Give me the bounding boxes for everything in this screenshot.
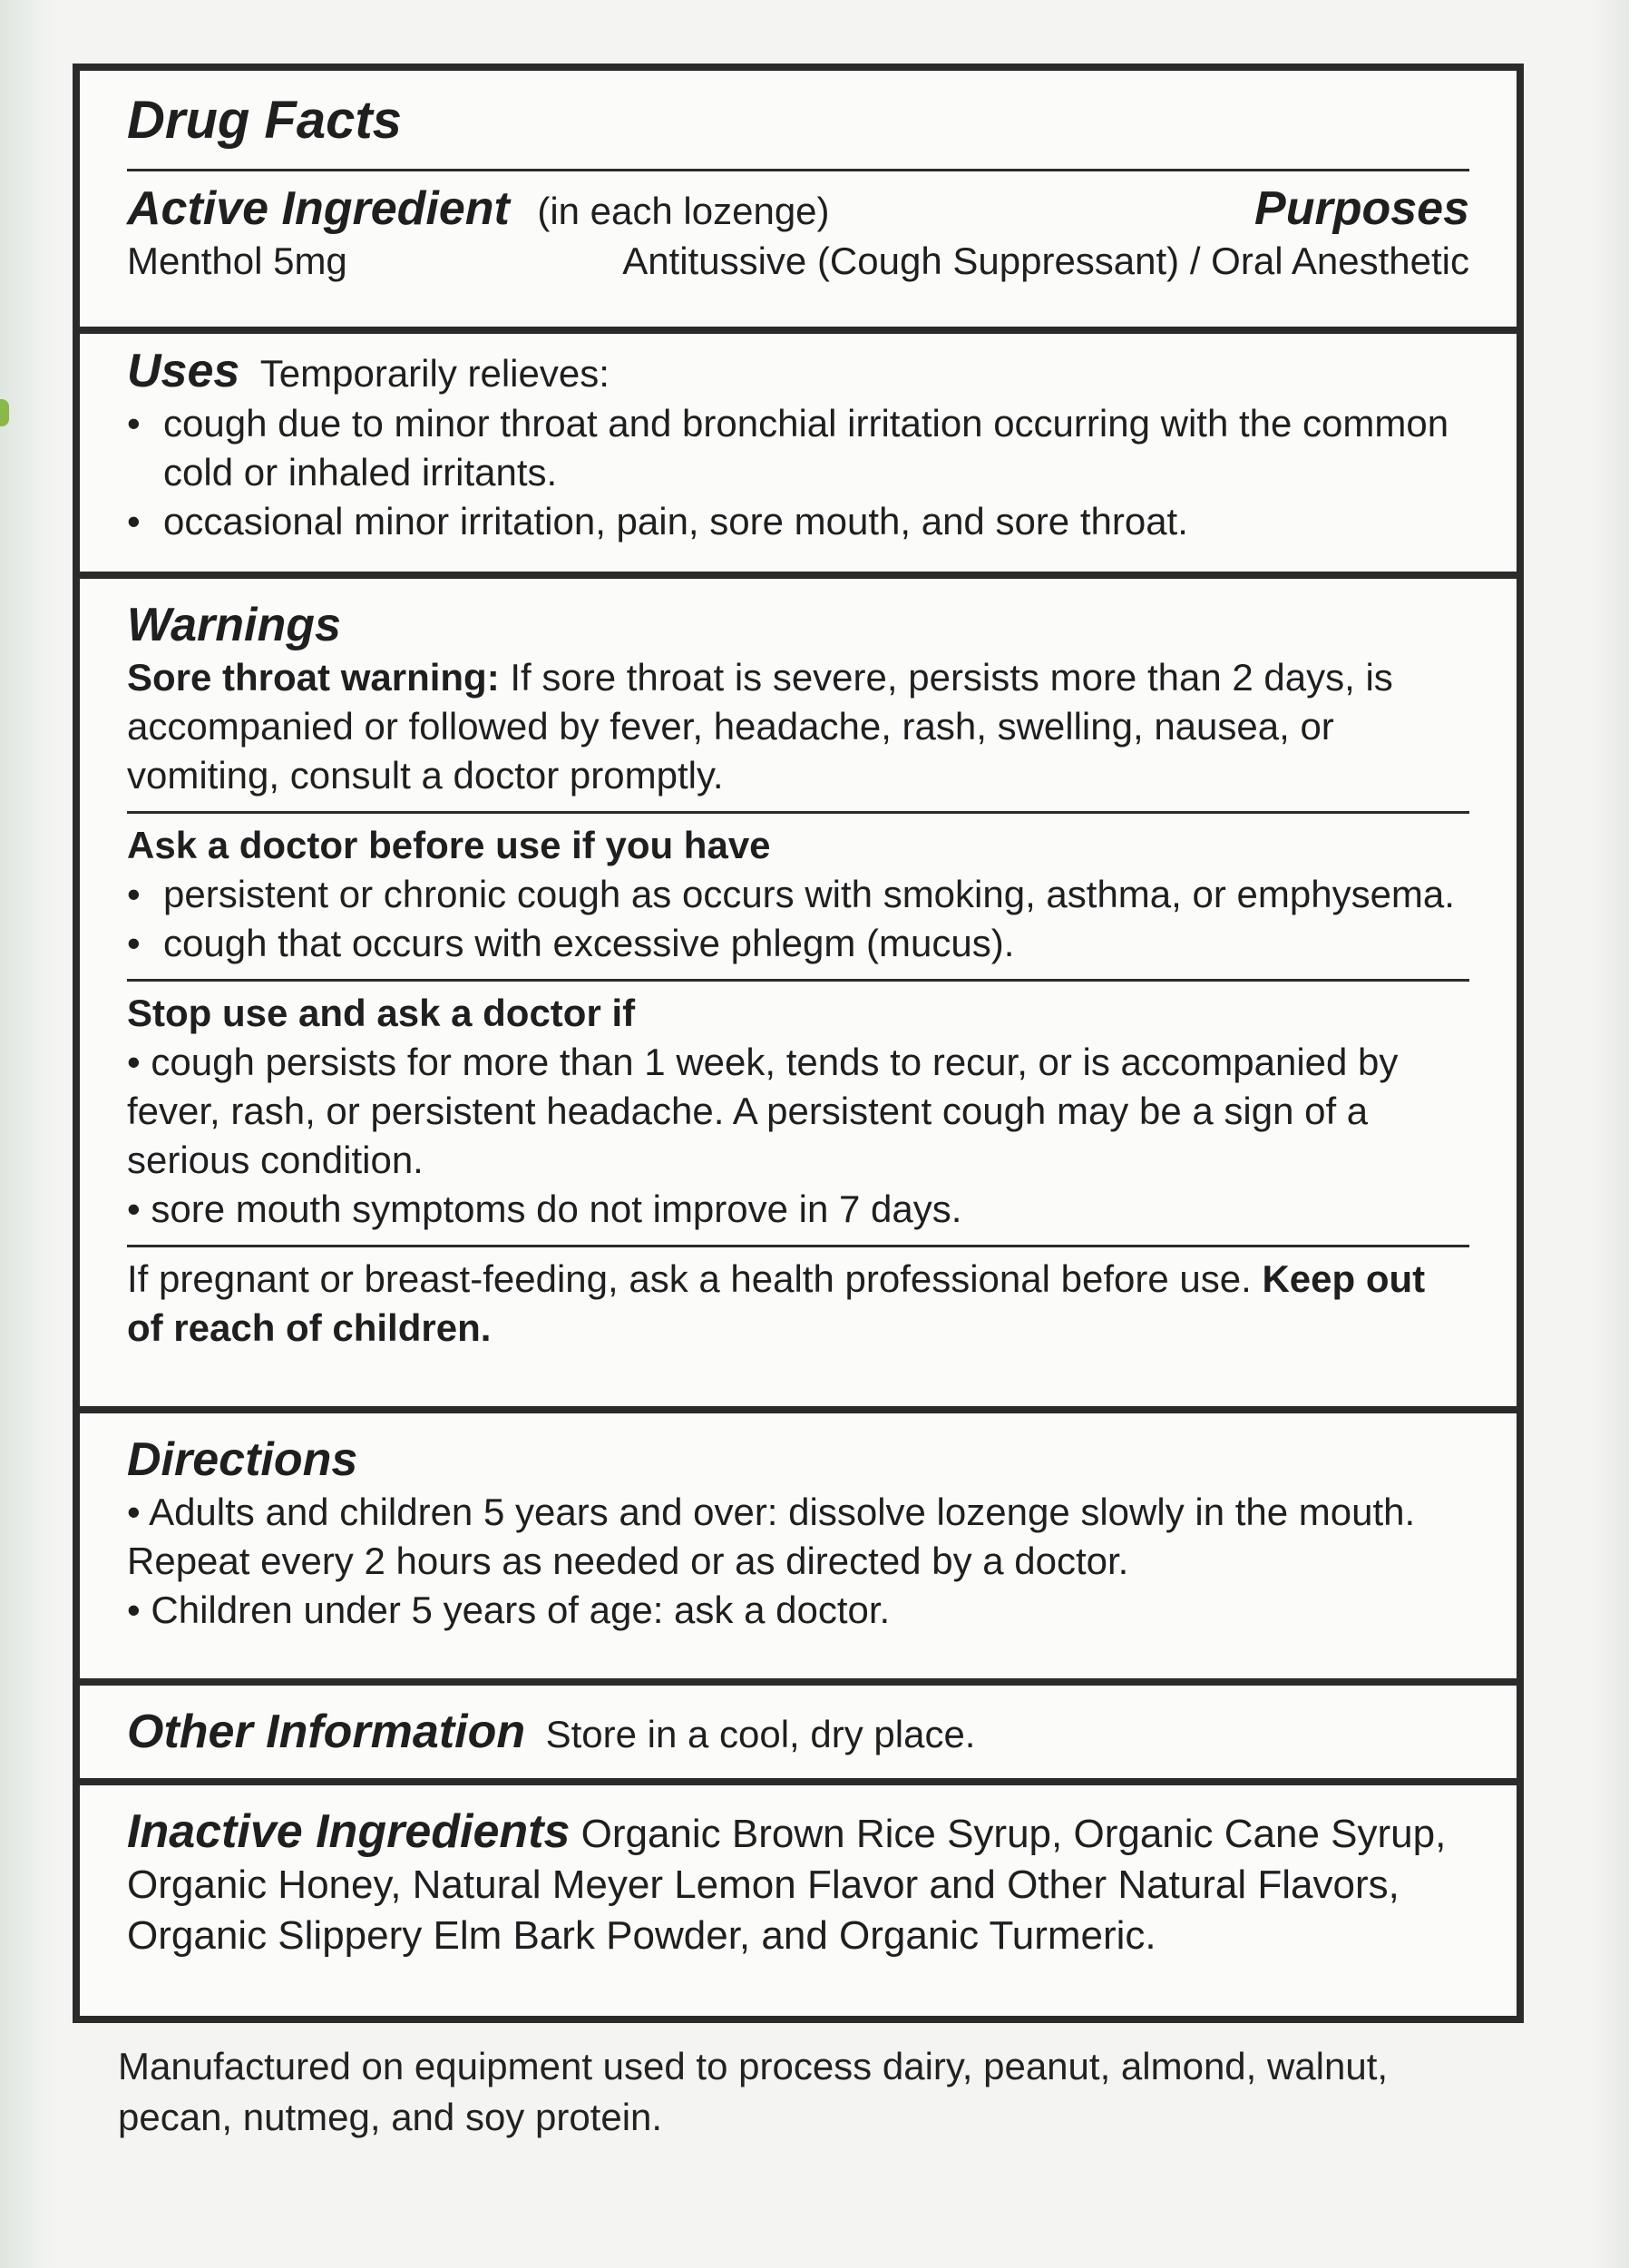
stop-use-item: • sore mouth symptoms do not improve in 7 days. <box>127 1188 962 1230</box>
keep-out-text: Keep out of reach of children. <box>127 1257 1426 1349</box>
allergen-statement: Manufactured on equipment used to process dairy, peanut, almond, walnut, pecan, nutmeg, and soy protein. <box>118 2045 1389 2138</box>
directions-item: • Children under 5 years of age: ask a doctor. <box>127 1589 891 1631</box>
stop-use-item: • cough persists for more than 1 week, tends to recur, or is accompanied by fever, rash, or persistent headache. A persistent cough may be a sign of a serious condition. <box>127 1041 1399 1181</box>
drug-facts-panel <box>73 64 1524 2023</box>
inactive-ingredients-section <box>80 1785 1517 2016</box>
active-ingredient-header-row <box>127 181 1469 237</box>
active-ingredient-heading: Active Ingredient <box>127 182 510 235</box>
warnings-heading: Warnings <box>127 599 341 651</box>
uses-item: • cough due to minor throat and bronchial irritation occurring with the common cold or inhaled irritants. <box>127 399 1469 497</box>
drug-facts-title: Drug Facts <box>127 91 402 150</box>
directions-section <box>80 1413 1517 1686</box>
uses-item: • occasional minor irritation, pain, sore mouth, and sore throat. <box>127 497 1469 546</box>
active-ingredient-note: (in each lozenge) <box>537 190 830 232</box>
warnings-section <box>80 579 1517 1413</box>
inactive-ingredients-text: Organic Brown Rice Syrup, Organic Cane Syrup, Organic Honey, Natural Meyer Lemon Flavor and Other Natural Flavors, Organic Slippery Elm Bark Powder, and Organic Turmeric. <box>127 1812 1447 1958</box>
right-packaging-edge <box>1593 0 1629 2268</box>
left-packaging-edge <box>0 0 54 2268</box>
inactive-ingredients-block <box>127 1804 1469 1961</box>
warnings-rule <box>127 811 1469 814</box>
active-ingredient-value: Menthol 5mg <box>127 240 347 282</box>
stop-use-heading: Stop use and ask a doctor if <box>127 992 636 1034</box>
other-information-heading: Other Information <box>127 1706 526 1758</box>
warnings-rule <box>127 1245 1469 1247</box>
stop-use-item-text: cough persists for more than 1 week, tends to recur, or is accompanied by fever, rash, or persistent headache. A persistent cough may be a sign of a serious condition. <box>127 1041 1399 1181</box>
ask-doctor-heading: Ask a doctor before use if you have <box>127 824 771 866</box>
active-ingredient-row <box>127 237 1469 286</box>
directions-item: • Adults and children 5 years and over: dissolve lozenge slowly in the mouth. Repeat every 2 hours as needed or as directed by a doctor. <box>127 1491 1416 1582</box>
title-rule <box>127 169 1469 171</box>
directions-heading: Directions <box>127 1433 358 1486</box>
ask-doctor-item: • cough that occurs with excessive phlegm (mucus). <box>127 919 1469 968</box>
uses-intro: Temporarily relieves: <box>259 352 610 395</box>
sore-throat-label: Sore throat warning: <box>127 656 500 699</box>
directions-item-text: Children under 5 years of age: ask a doctor. <box>151 1589 891 1631</box>
warnings-rule <box>127 979 1469 982</box>
pregnant-text: If pregnant or breast-feeding, ask a health professional before use. <box>127 1257 1252 1300</box>
sore-throat-text: If sore throat is severe, persists more than 2 days, is accompanied or followed by fever, headache, rash, swelling, nausea, or vomiting, consult a doctor promptly. <box>127 656 1393 797</box>
uses-section <box>80 334 1517 579</box>
green-packaging-mark <box>0 399 9 426</box>
sore-throat-warning <box>127 653 1469 800</box>
other-information-text: Store in a cool, dry place. <box>545 1713 976 1755</box>
directions-item-text: Adults and children 5 years and over: dissolve lozenge slowly in the mouth. Repeat every 2 hours as needed or as directed by a doctor. <box>127 1491 1416 1582</box>
purposes-heading: Purposes <box>1254 182 1469 235</box>
inactive-ingredients-heading: Inactive Ingredients <box>127 1805 571 1858</box>
ask-doctor-item: • persistent or chronic cough as occurs with smoking, asthma, or emphysema. <box>127 870 1469 919</box>
stop-use-item-text: sore mouth symptoms do not improve in 7 days. <box>151 1188 962 1230</box>
uses-heading: Uses <box>127 345 240 397</box>
active-ingredient-purpose: Antitussive (Cough Suppressant) / Oral Anesthetic <box>622 240 1469 282</box>
drug-facts-header-section <box>80 71 1517 334</box>
pregnancy-warning <box>127 1255 1469 1353</box>
other-information-section <box>80 1686 1517 1785</box>
